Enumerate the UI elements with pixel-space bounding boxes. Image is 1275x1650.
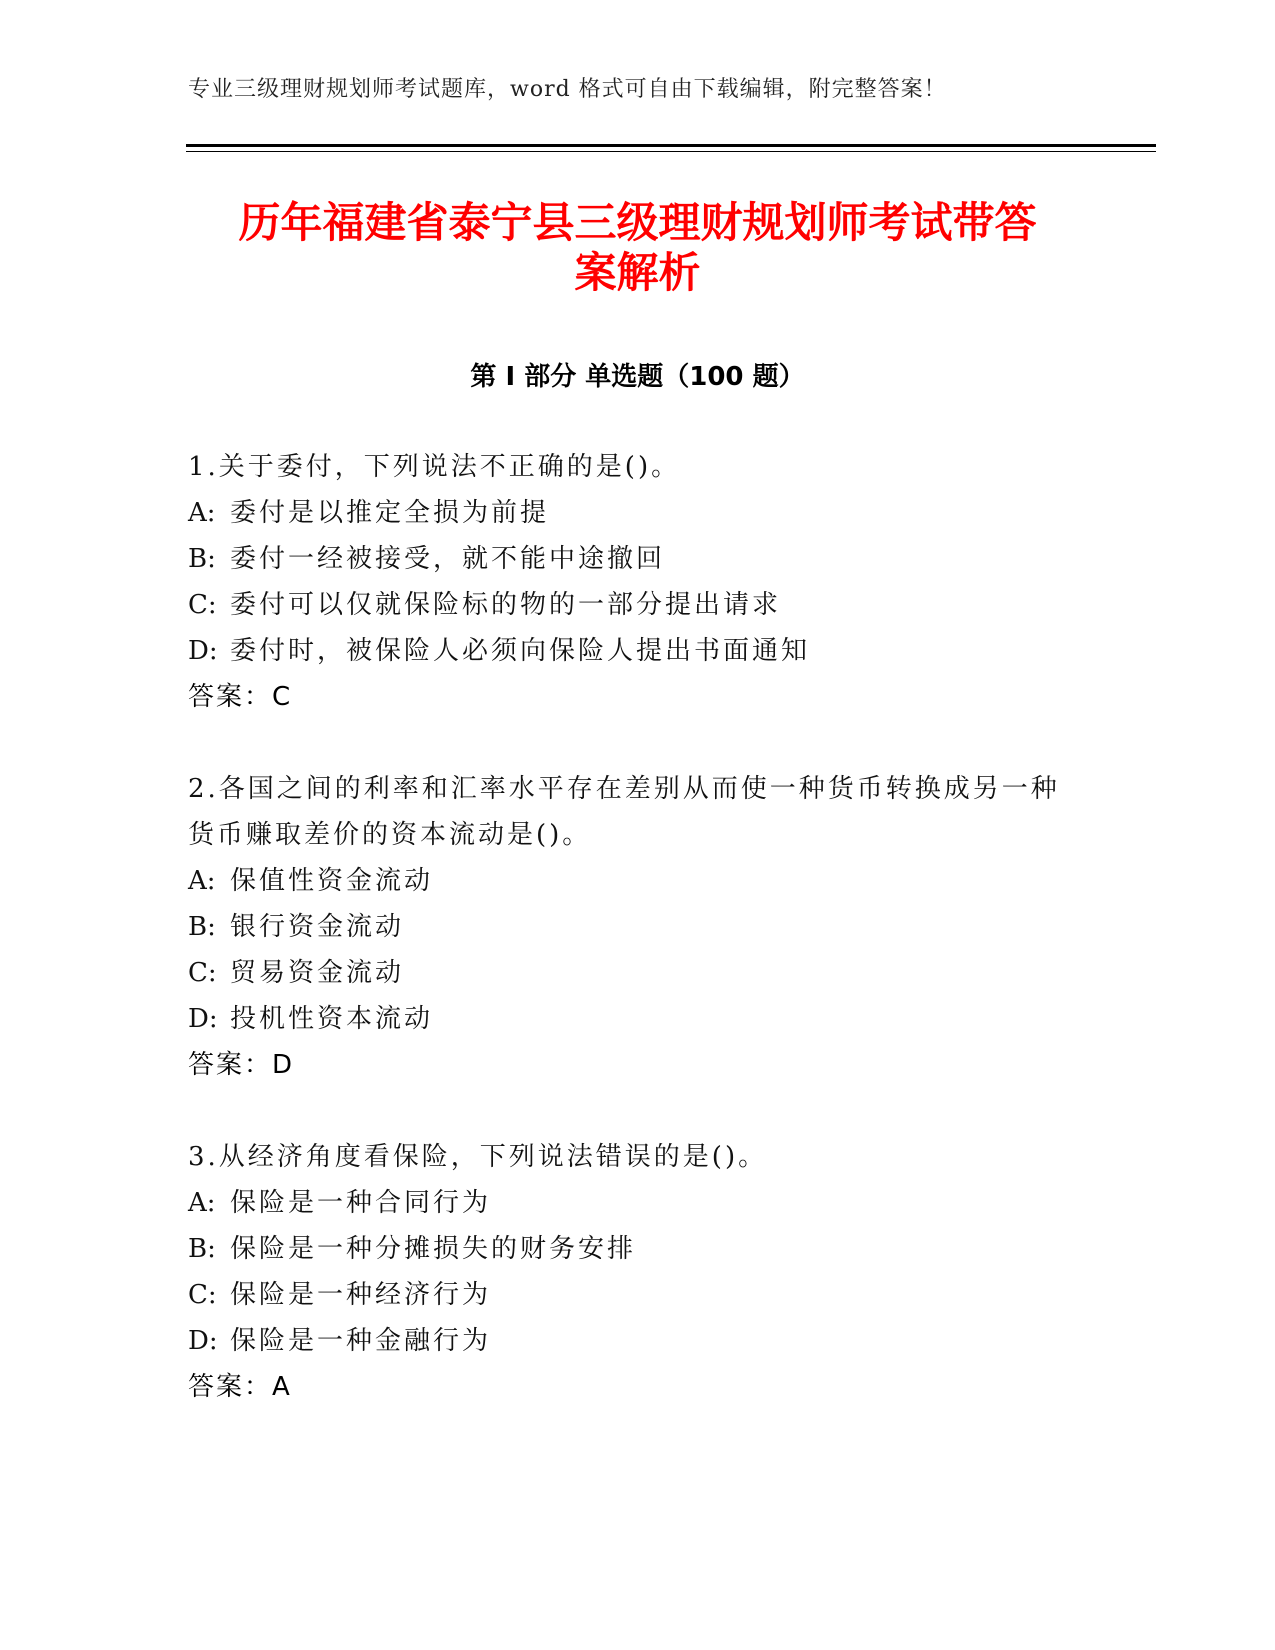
question-stem: 1.关于委付，下列说法不正确的是()。	[188, 452, 681, 482]
option-label: D:	[188, 1004, 218, 1034]
option-text: 保值性资金流动	[230, 866, 434, 896]
option-text: 贸易资金流动	[230, 958, 405, 988]
option-label: C:	[188, 590, 217, 620]
document-title	[130, 198, 1145, 298]
title-line-1: 历年福建省泰宁县三级理财规划师考试带答	[238, 198, 1037, 247]
option-label: B:	[188, 544, 216, 574]
question-stem-continued: 货币赚取差价的资本流动是()。	[188, 820, 592, 850]
question-stem: 2.各国之间的利率和汇率水平存在差别从而使一种货币转换成另一种	[188, 774, 1060, 804]
option-b	[188, 536, 1088, 582]
option-label: A:	[188, 1188, 216, 1218]
option-text: 委付是以推定全损为前提	[230, 498, 550, 528]
option-text: 保险是一种分摊损失的财务安排	[230, 1234, 637, 1264]
option-text: 保险是一种合同行为	[230, 1188, 492, 1218]
header-rule-thin	[186, 151, 1156, 152]
option-c	[188, 950, 1088, 996]
question-stem: 3.从经济角度看保险，下列说法错误的是()。	[188, 1142, 768, 1172]
option-label: D:	[188, 636, 218, 666]
option-text: 银行资金流动	[230, 912, 405, 942]
answer-line: 答案：C	[188, 682, 293, 712]
option-label: A:	[188, 866, 216, 896]
question-3	[188, 1134, 1088, 1410]
option-c	[188, 582, 1088, 628]
option-a	[188, 858, 1088, 904]
option-label: B:	[188, 1234, 216, 1264]
option-text: 保险是一种金融行为	[230, 1326, 492, 1356]
page-header: 专业三级理财规划师考试题库，word 格式可自由下载编辑，附完整答案！	[188, 77, 947, 102]
option-label: C:	[188, 1280, 217, 1310]
option-text: 委付可以仅就保险标的物的一部分提出请求	[230, 590, 782, 620]
option-a	[188, 1180, 1088, 1226]
answer-line: 答案：A	[188, 1372, 292, 1402]
option-b	[188, 904, 1088, 950]
question-2	[188, 766, 1088, 1088]
option-text: 保险是一种经济行为	[230, 1280, 492, 1310]
option-label: B:	[188, 912, 216, 942]
option-label: C:	[188, 958, 217, 988]
question-list	[188, 444, 1088, 1456]
section-heading: 第 I 部分 单选题（100 题）	[470, 362, 805, 392]
option-label: D:	[188, 1326, 218, 1356]
answer-line: 答案：D	[188, 1050, 295, 1080]
option-c	[188, 1272, 1088, 1318]
option-label: A:	[188, 498, 216, 528]
title-line-2: 案解析	[574, 248, 701, 297]
option-d	[188, 996, 1088, 1042]
option-d	[188, 1318, 1088, 1364]
question-1	[188, 444, 1088, 720]
header-rule-thick	[186, 144, 1156, 147]
option-text: 委付一经被接受，就不能中途撤回	[230, 544, 666, 574]
option-d	[188, 628, 1088, 674]
option-b	[188, 1226, 1088, 1272]
option-text: 委付时，被保险人必须向保险人提出书面通知	[230, 636, 811, 666]
option-text: 投机性资本流动	[230, 1004, 434, 1034]
option-a	[188, 490, 1088, 536]
